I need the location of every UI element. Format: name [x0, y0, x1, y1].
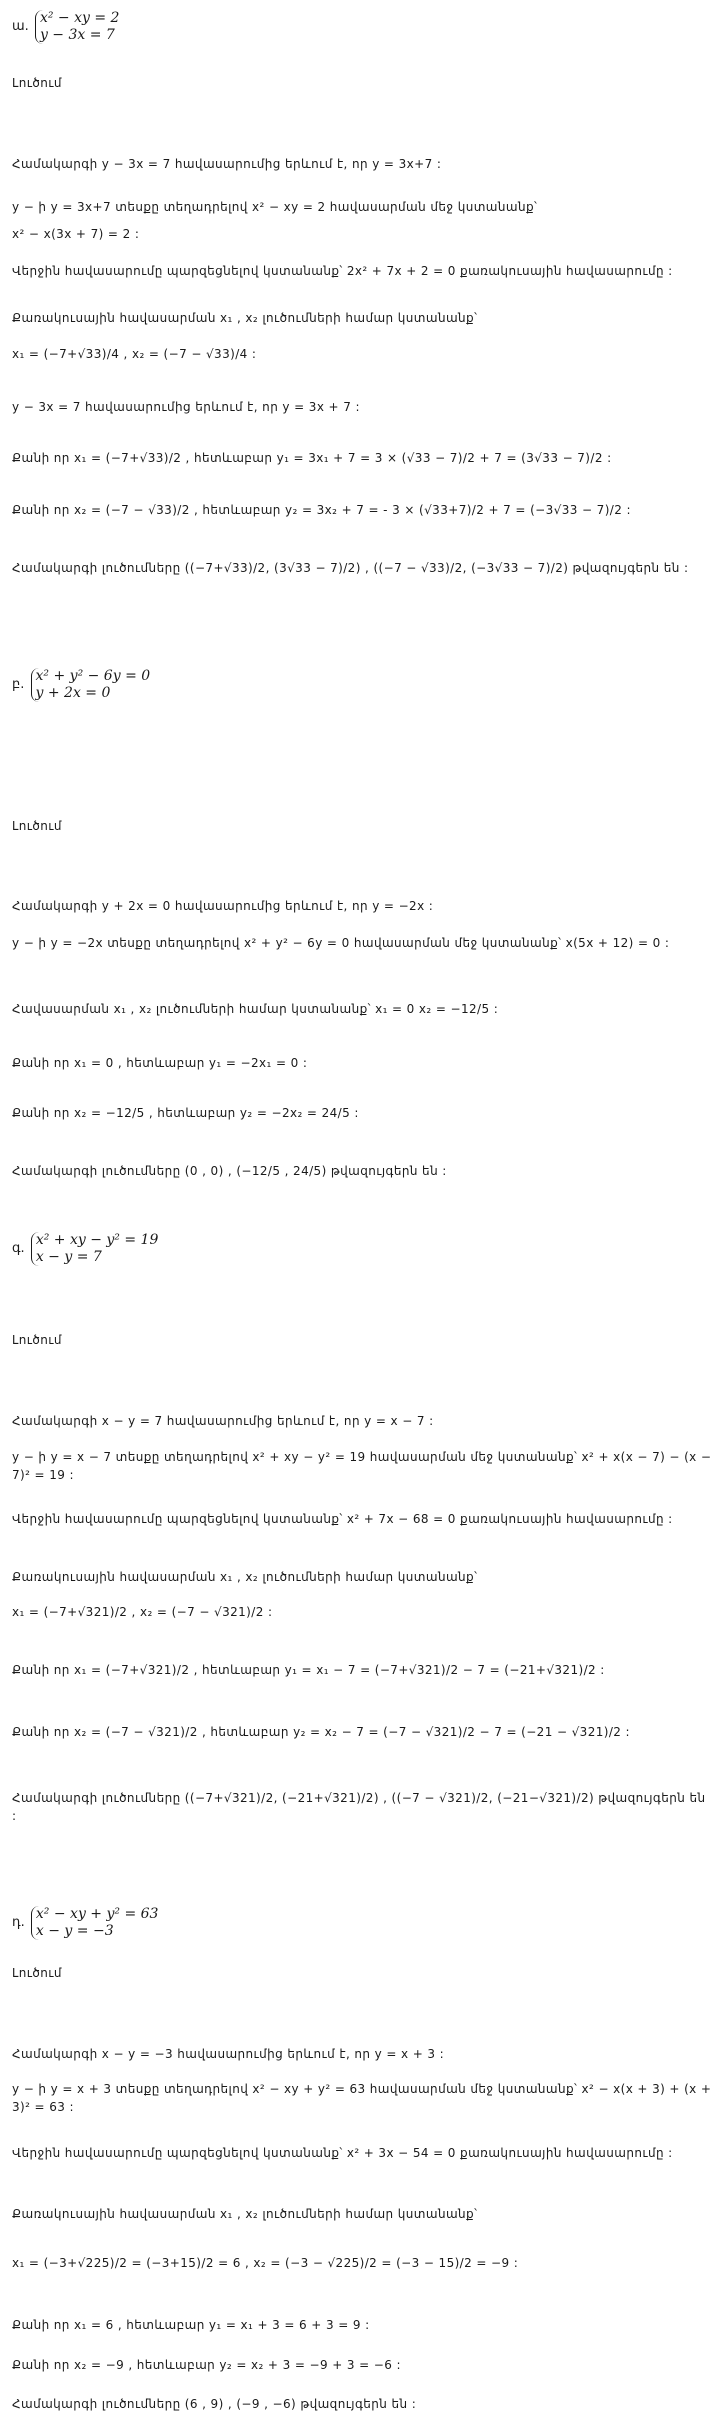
solution-line: Քառակուսային հավասարման x₁ , x₂ լուծումների համար կստանանք՝: [12, 311, 478, 325]
equation-system: [31, 1906, 159, 1940]
solution-line: y − ի y = x + 3 տեսքը տեղադրելով x² − xy + y² = 63 հավասարման մեջ կստանանք՝ x² − x(x + 3) + (x + 3)² = 63 :: [12, 2082, 712, 2114]
solution-line: Համակարգի y − 3x = 7 հավասարումից երևում է, որ y = 3x+7 :: [12, 157, 442, 171]
solution-heading: Լուծում: [12, 1333, 62, 1347]
equation: x² + y² − 6y = 0: [35, 668, 151, 684]
solution-line: Համակարգի y + 2x = 0 հավասարումից երևում է, որ y = −2x :: [12, 899, 434, 913]
solution-line: Քառակուսային հավասարման x₁ , x₂ լուծումների համար կստանանք՝: [12, 2207, 478, 2221]
solution-line: Վերջին հավասարումը պարզեցնելով կստանանք՝ 2x² + 7x + 2 = 0 քառակուսային հավասարումը :: [12, 264, 673, 278]
solution-line: y − ի y = −2x տեսքը տեղադրելով x² + y² − 6y = 0 հավասարման մեջ կստանանք՝ x(5x + 12) = 0 :: [12, 936, 670, 950]
solution-heading: Լուծում: [12, 819, 62, 833]
equation-system: [31, 668, 151, 702]
solution-line: Վերջին հավասարումը պարզեցնելով կստանանք՝ x² + 7x − 68 = 0 քառակուսային հավասարումը :: [12, 1512, 673, 1526]
system-label: գ.: [12, 1241, 25, 1256]
solution-line: Համակարգի x − y = 7 հավասարումից երևում է, որ y = x − 7 :: [12, 1414, 434, 1428]
solution-line: Համակարգի լուծումները (0 , 0) , (−12/5 , 24/5) թվազույգերն են :: [12, 1164, 447, 1178]
equation: y − 3x = 7: [39, 27, 115, 43]
solution-line: Քանի որ x₂ = −9 , հետևաբար y₂ = x₂ + 3 = −9 + 3 = −6 :: [12, 2358, 401, 2372]
solution-line: x₁ = (−7+√321)/2 , x₂ = (−7 − √321)/2 :: [12, 1605, 273, 1619]
solution-line: Քանի որ x₂ = (−7 − √321)/2 , հետևաբար y₂ = x₂ − 7 = (−7 − √321)/2 − 7 = (−21 − √321)/2 :: [12, 1725, 630, 1739]
solution-line: Քանի որ x₂ = −12/5 , հետևաբար y₂ = −2x₂ = 24/5 :: [12, 1106, 359, 1120]
equation: x² − xy = 2: [39, 10, 120, 26]
solution-line: Վերջին հավասարումը պարզեցնելով կստանանք՝ x² + 3x − 54 = 0 քառակուսային հավասարումը :: [12, 2146, 673, 2160]
solution-heading: Լուծում: [12, 76, 62, 90]
system-b: [12, 668, 714, 702]
system-label: բ.: [12, 677, 25, 692]
equation: x² + xy − y² = 19: [35, 1232, 159, 1248]
solution-line: Քանի որ x₂ = (−7 − √33)/2 , հետևաբար y₂ = 3x₂ + 7 = - 3 × (√33+7)/2 + 7 = (−3√33 − 7)/2 :: [12, 503, 631, 517]
solution-line: Քանի որ x₁ = (−7+√33)/2 , հետևաբար y₁ = 3x₁ + 7 = 3 × (√33 − 7)/2 + 7 = (3√33 − 7)/2 :: [12, 451, 612, 465]
system-a: [12, 10, 714, 44]
equation: x − y = 7: [35, 1249, 102, 1265]
solution-line: y − ի y = 3x+7 տեսքը տեղադրելով x² − xy = 2 հավասարման մեջ կստանանք՝: [12, 200, 538, 214]
solution-line: Համակարգի լուծումները (6 , 9) , (−9 , −6) թվազույգերն են :: [12, 2397, 417, 2411]
system-label: ա.: [12, 19, 29, 34]
system-c: [12, 1232, 714, 1266]
solution-line: y − 3x = 7 հավասարումից երևում է, որ y = 3x + 7 :: [12, 400, 360, 414]
solution-line: Համակարգի լուծումները ((−7+√321)/2, (−21+√321)/2) , ((−7 − √321)/2, (−21−√321)/2) թվազույգերն են :: [12, 1791, 706, 1823]
solution-line: Քանի որ x₁ = (−7+√321)/2 , հետևաբար y₁ = x₁ − 7 = (−7+√321)/2 − 7 = (−21+√321)/2 :: [12, 1663, 605, 1677]
equation: y + 2x = 0: [35, 685, 111, 701]
equation-system: [31, 1232, 159, 1266]
solution-line: Համակարգի լուծումները ((−7+√33)/2, (3√33 − 7)/2) , ((−7 − √33)/2, (−3√33 − 7)/2) թվազույգերն են :: [12, 561, 689, 575]
solution-line: x² − x(3x + 7) = 2 :: [12, 227, 140, 241]
solution-line: x₁ = (−3+√225)/2 = (−3+15)/2 = 6 , x₂ = (−3 − √225)/2 = (−3 − 15)/2 = −9 :: [12, 2256, 519, 2270]
solution-line: Հավասարման x₁ , x₂ լուծումների համար կստանանք՝ x₁ = 0 x₂ = −12/5 :: [12, 1002, 499, 1016]
equation-system: [35, 10, 119, 44]
solution-line: Համակարգի x − y = −3 հավասարումից երևում է, որ y = x + 3 :: [12, 2047, 445, 2061]
solution-line: y − ի y = x − 7 տեսքը տեղադրելով x² + xy − y² = 19 հավասարման մեջ կստանանք՝ x² + x(x − 7) − (x − 7)² = 19 :: [12, 1450, 712, 1482]
equation: x − y = −3: [35, 1923, 114, 1939]
solution-heading: Լուծում: [12, 1966, 62, 1980]
equation: x² − xy + y² = 63: [35, 1906, 159, 1922]
system-label: դ.: [12, 1915, 25, 1930]
solution-line: Քանի որ x₁ = 0 , հետևաբար y₁ = −2x₁ = 0 :: [12, 1056, 308, 1070]
system-d: [12, 1906, 714, 1940]
solution-line: Քանի որ x₁ = 6 , հետևաբար y₁ = x₁ + 3 = 6 + 3 = 9 :: [12, 2318, 370, 2332]
solution-line: Քառակուսային հավասարման x₁ , x₂ լուծումների համար կստանանք՝: [12, 1570, 478, 1584]
solution-line: x₁ = (−7+√33)/4 , x₂ = (−7 − √33)/4 :: [12, 347, 257, 361]
